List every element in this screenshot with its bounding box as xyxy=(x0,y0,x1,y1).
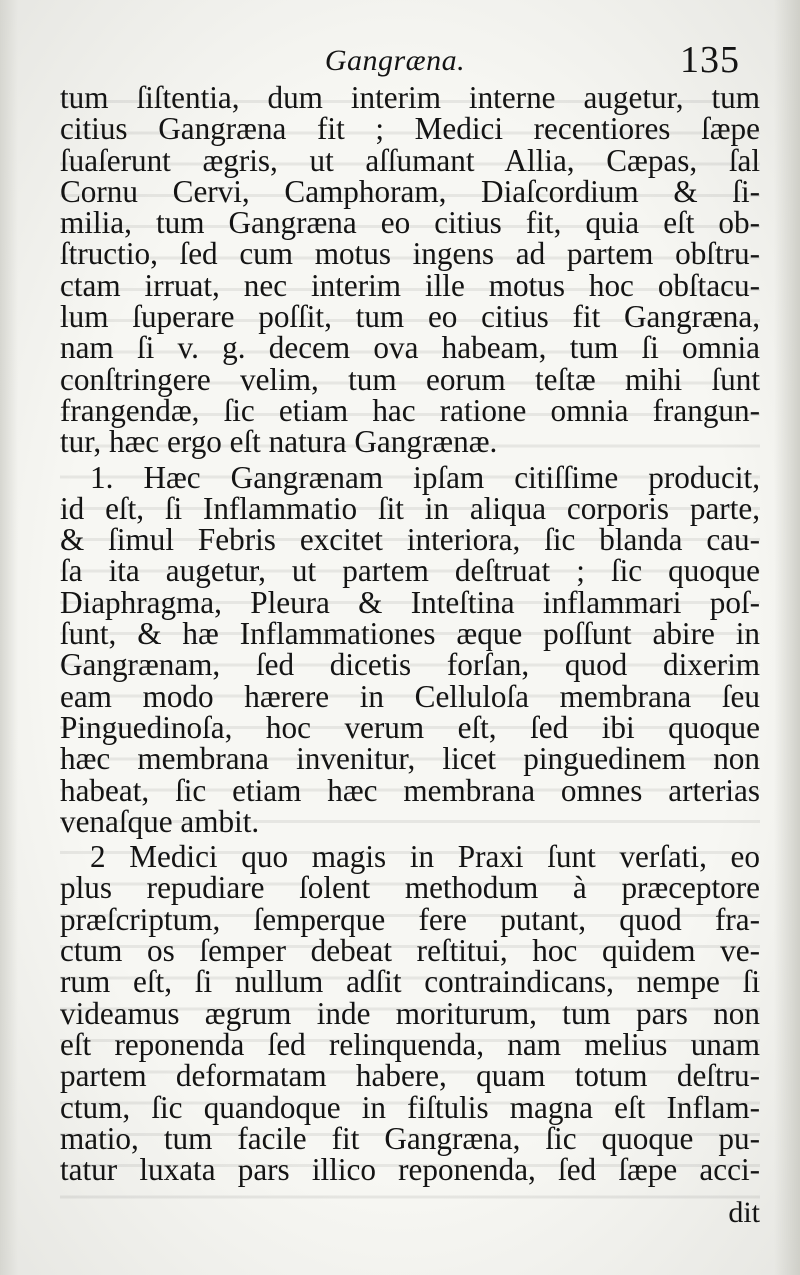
text-line: frangendæ, ſic etiam hac ratione omnia frangun- xyxy=(60,392,760,428)
text-line: conſtringere velim, tum eorum teſtæ mihi ſunt xyxy=(60,361,760,397)
text-line: habeat, ſic etiam hæc membrana omnes arterias xyxy=(60,772,760,808)
text-line: ſuaſerunt ægris, ut aſſumant Allia, Cæpas, ſal xyxy=(60,142,760,178)
body-text xyxy=(60,80,760,1188)
page-header xyxy=(50,38,740,84)
page-edge-shadow-right xyxy=(774,0,800,1275)
text-line: tatur luxata pars illico reponenda, ſed ſæpe acci- xyxy=(60,1152,760,1188)
text-line: ſunt, & hæ Inflammationes æque poſſunt abire in xyxy=(60,616,760,652)
text-line: ctum os ſemper debeat reſtitui, hoc quidem ve- xyxy=(60,933,760,969)
page-number: 135 xyxy=(680,39,740,81)
text-line: 1. Hæc Gangrænam ipſam citiſſime producit, xyxy=(90,459,760,495)
text-line: matio, tum facile fit Gangræna, ſic quoque pu- xyxy=(60,1120,760,1156)
text-line: venaſque ambit. xyxy=(60,803,260,839)
text-line: partem deformatam habere, quam totum deſtru- xyxy=(60,1058,760,1094)
catchword: dit xyxy=(728,1196,760,1229)
text-line: videamus ægrum inde moriturum, tum pars non xyxy=(60,995,760,1031)
text-line: Pinguedinoſa, hoc verum eſt, ſed ibi quoque xyxy=(60,709,760,745)
text-line: nam ſi v. g. decem ova habeam, tum ſi omnia xyxy=(60,330,760,366)
paragraph-2 xyxy=(60,459,760,839)
text-line: hæc membrana invenitur, licet pinguedinem non xyxy=(60,741,760,777)
page-edge-shadow-left xyxy=(0,0,18,1275)
text-line: Gangrænam, ſed dicetis forſan, quod dixerim xyxy=(60,647,760,683)
text-line: tur, hæc ergo eſt natura Gangrænæ. xyxy=(60,424,498,460)
text-line: & ſimul Febris excitet interiora, ſic blanda cau- xyxy=(60,522,760,558)
text-line: ctam irruat, nec interim ille motus hoc obſtacu- xyxy=(60,267,760,303)
text-line: 2 Medici quo magis in Praxi ſunt verſati, eo xyxy=(90,839,760,875)
text-line: lum ſuperare poſſit, tum eo citius fit Gangræna, xyxy=(60,299,760,335)
paragraph-3 xyxy=(60,839,760,1188)
text-line: Cornu Cervi, Camphoram, Diaſcordium & ſi- xyxy=(60,173,760,209)
text-line: tum ſiſtentia, dum interim interne augetur, tum xyxy=(60,80,760,115)
text-line: eſt reponenda ſed relinquenda, nam melius unam xyxy=(60,1026,760,1062)
text-line: id eſt, ſi Inflammatio ſit in aliqua corporis parte, xyxy=(60,490,760,526)
paragraph-1 xyxy=(60,82,760,458)
text-line: Diaphragma, Pleura & Inteſtina inflammari poſ- xyxy=(60,584,760,620)
text-line: eam modo hærere in Celluloſa membrana ſeu xyxy=(60,678,760,714)
text-line: milia, tum Gangræna eo citius fit, quia eſt ob- xyxy=(60,205,760,241)
text-line: ſtructio, ſed cum motus ingens ad partem obſtru- xyxy=(60,236,760,272)
text-line: præſcriptum, ſemperque fere putant, quod fra- xyxy=(60,901,760,937)
text-line: ctum, ſic quandoque in fiſtulis magna eſt Inflam- xyxy=(60,1089,760,1125)
text-line: ſa ita augetur, ut partem deſtruat ; ſic quoque xyxy=(60,553,760,589)
text-line: plus repudiare ſolent methodum à præceptore xyxy=(60,870,760,906)
text-line: rum eſt, ſi nullum adſit contraindicans, nempe ſi xyxy=(60,964,760,1000)
running-title: Gangræna. xyxy=(324,44,466,77)
text-line: citius Gangræna fit ; Medici recentiores ſæpe xyxy=(60,111,760,147)
